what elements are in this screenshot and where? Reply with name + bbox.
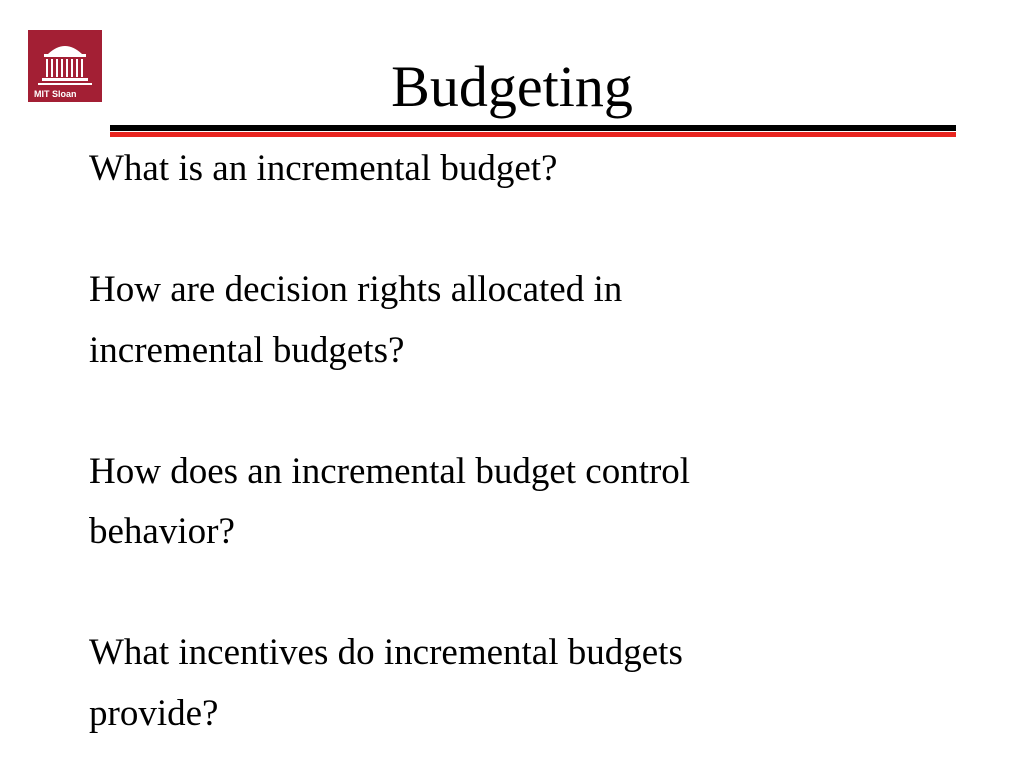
- slide-title: Budgeting: [391, 54, 633, 119]
- question-paragraph: [89, 623, 989, 744]
- question-paragraph: [89, 260, 989, 381]
- logo-text: MIT Sloan: [34, 89, 77, 99]
- question-line: incremental budgets?: [89, 329, 405, 371]
- title-rule-black: [110, 125, 956, 131]
- question-line: behavior?: [89, 511, 235, 552]
- question-line: What is an incremental budget?: [89, 148, 558, 189]
- question-line: provide?: [89, 692, 219, 734]
- question-line: What incentives do incremental budgets: [89, 632, 683, 673]
- title-rule-red: [110, 132, 956, 137]
- question-line: How are decision rights allocated in: [89, 269, 623, 310]
- slide-body: [89, 139, 989, 744]
- question-paragraph: [89, 139, 989, 200]
- question-line: How does an incremental budget control: [89, 450, 691, 492]
- question-paragraph: [89, 442, 989, 563]
